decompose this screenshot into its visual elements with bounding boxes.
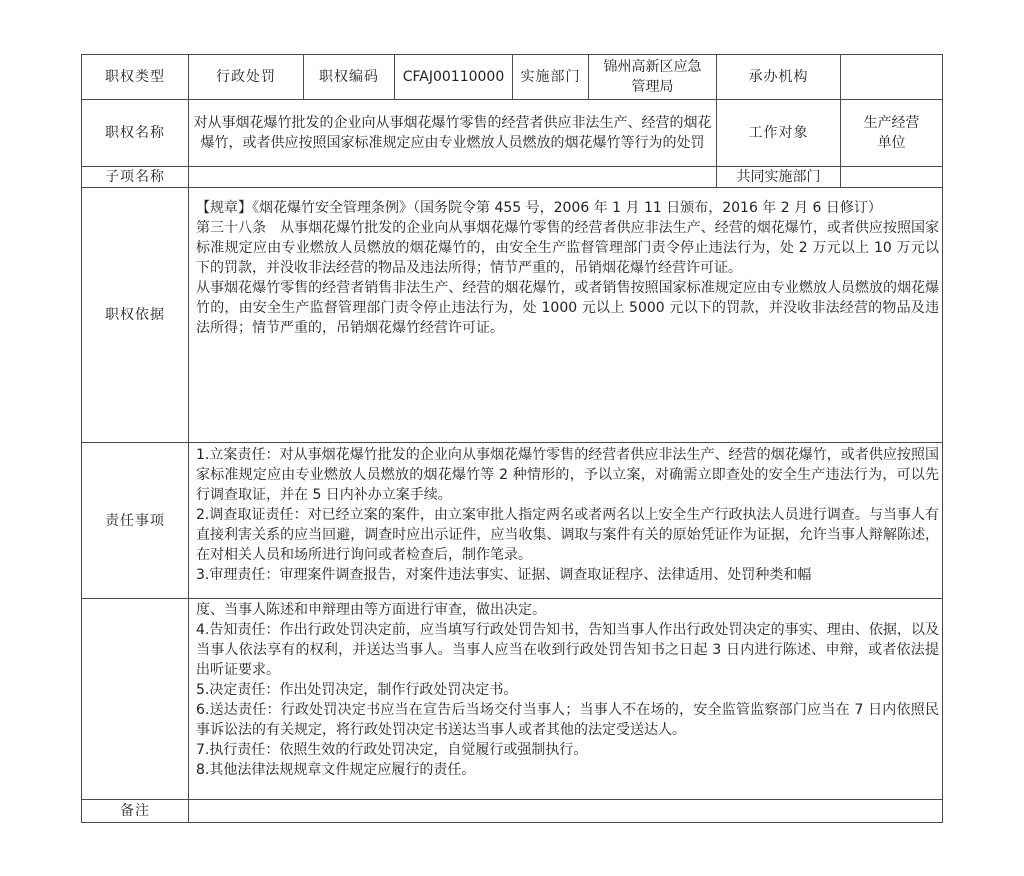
duty-item: 1.立案责任：对从事烟花爆竹批发的企业向从事烟花爆竹零售的经营者供应非法生产、经营的烟花爆竹，或者供应按照国家标准规定应由专业燃放人员燃放的烟花爆竹等 2 种情形的，予以立案，对确需立即查处的安全生产违法行为，可以先行调查取证，并在 5 日内补办立案手续。 (196, 447, 939, 503)
duty-content-continued (189, 599, 943, 800)
joint-dept-value (841, 167, 943, 188)
dept-label: 实施部门 (513, 55, 589, 100)
basis-paragraph: 【规章】《烟花爆竹安全管理条例》（国务院令第 455 号，2006 年 1 月 11 日颁布，2016 年 2 月 6 日修订） (196, 200, 882, 216)
org-value (841, 55, 943, 100)
dept-value: 锦州高新区应急管理局 (589, 55, 717, 100)
type-value: 行政处罚 (189, 55, 304, 100)
remark-value (189, 800, 943, 823)
duty-item: 7.执行责任：依照生效的行政处罚决定，自觉履行或强制执行。 (196, 742, 588, 758)
basis-paragraph: 从事烟花爆竹零售的经营者销售非法生产、经营的烟花爆竹，或者销售按照国家标准规定应由专业燃放人员燃放的烟花爆竹的，由安全生产监督管理部门责令停止违法行为，处 1000 元以上 5000 元以下的罚款，并没收非法经营的物品及违法所得；情节严重的，吊销烟花爆竹经营许可证。 (196, 280, 939, 336)
duty-item: 2.调查取证责任：对已经立案的案件，由立案审批人指定两名或者两名以上安全生产行政执法人员进行调查。与当事人有直接利害关系的应当回避，调查时应出示证件，应当收集、调取与案件有关的原始凭证作为证据，允许当事人辩解陈述，在对相关人员和场所进行询问或者检查后，制作笔录。 (196, 507, 939, 563)
basis-label: 职权依据 (82, 188, 189, 443)
target-value: 生产经营单位 (841, 100, 943, 167)
authority-table-continued (81, 598, 943, 823)
basis-paragraph: 第三十八条 从事烟花爆竹批发的企业向从事烟花爆竹零售的经营者供应非法生产、经营的烟花爆竹，或者供应按照国家标准规定应由专业燃放人员燃放的烟花爆竹的，由安全生产监督管理部门责令停止违法行为，处 2 万元以上 10 万元以下的罚款，并没收非法经营的物品及违法所得；情节严重的，吊销烟花爆竹经营许可证。 (196, 220, 939, 276)
target-label: 工作对象 (717, 100, 841, 167)
remark-label: 备注 (82, 800, 189, 823)
code-label: 职权编码 (304, 55, 395, 100)
duty-item: 5.决定责任：作出处罚决定，制作行政处罚决定书。 (196, 682, 518, 698)
duty-content (189, 443, 943, 599)
duty-item: 8.其他法律法规规章文件规定应履行的责任。 (196, 762, 476, 778)
duty-item: 度、当事人陈述和申辩理由等方面进行审查，做出决定。 (196, 602, 546, 618)
code-value: CFAJ00110000 (395, 55, 513, 100)
subitem-value (189, 167, 717, 188)
name-label: 职权名称 (82, 100, 189, 167)
joint-dept-label: 共同实施部门 (717, 167, 841, 188)
duty-label: 责任事项 (82, 443, 189, 599)
duty-item: 4.告知责任：作出行政处罚决定前，应当填写行政处罚告知书，告知当事人作出行政处罚决定的事实、理由、依据，以及当事人依法享有的权利，并送达当事人。当事人应当在收到行政处罚告知书之日起 3 日内进行陈述、申辩，或者依法提出听证要求。 (196, 622, 939, 678)
duty-item: 3.审理责任：审理案件调查报告，对案件违法事实、证据、调查取证程序、法律适用、处罚种类和幅 (196, 567, 812, 583)
duty-item: 6.送达责任：行政处罚决定书应当在宣告后当场交付当事人；当事人不在场的，安全监管监察部门应当在 7 日内依照民事诉讼法的有关规定，将行政处罚决定书送达当事人或者其他的法定受送达人。 (196, 702, 939, 738)
org-label: 承办机构 (717, 55, 841, 100)
name-value: 对从事烟花爆竹批发的企业向从事烟花爆竹零售的经营者供应非法生产、经营的烟花爆竹，或者供应按照国家标准规定应由专业燃放人员燃放的烟花爆竹等行为的处罚 (189, 100, 717, 167)
authority-table (81, 54, 943, 599)
basis-content (189, 188, 943, 443)
type-label: 职权类型 (82, 55, 189, 100)
subitem-label: 子项名称 (82, 167, 189, 188)
duty-label-continued (82, 599, 189, 800)
